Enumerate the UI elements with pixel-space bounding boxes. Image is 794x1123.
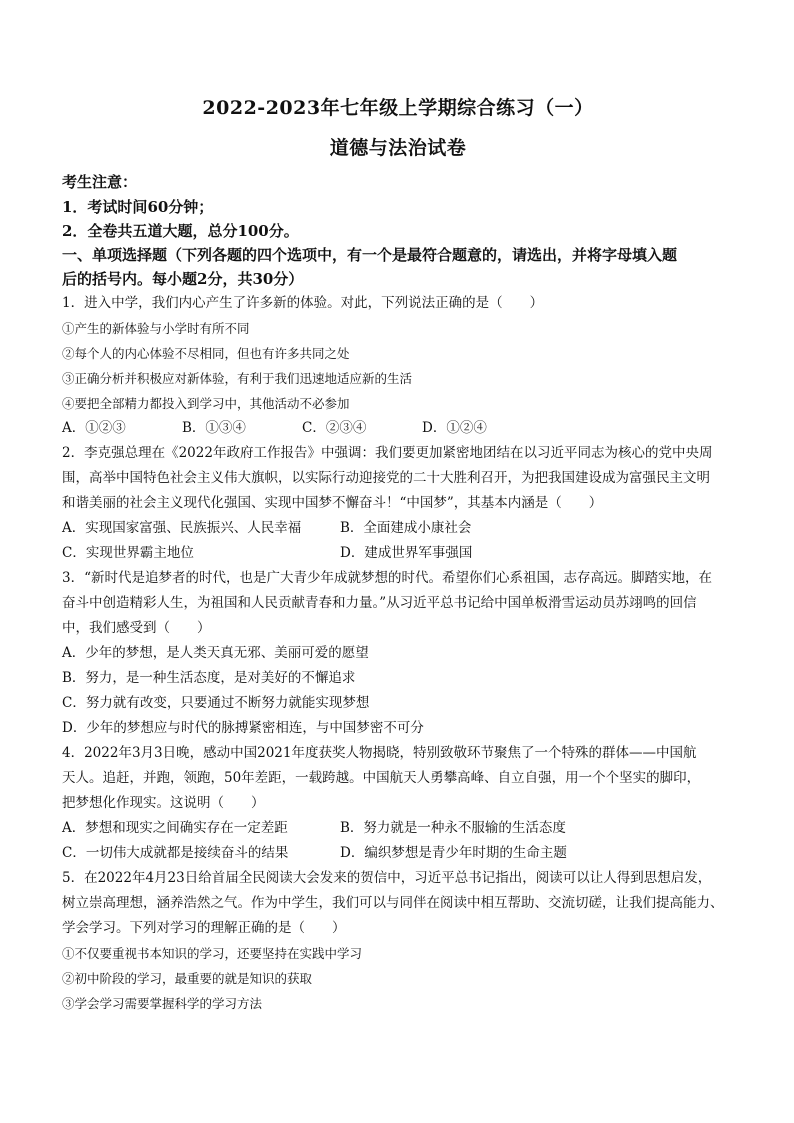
notice-item-1: 1．考试时间60分钟； xyxy=(62,198,214,216)
question-4-option-d: D．编织梦想是青少年时期的生命主题 xyxy=(340,845,567,861)
question-1 xyxy=(62,291,734,441)
question-4 xyxy=(62,741,734,866)
question-4-stem-line-3: 把梦想化作现实。这说明（ ） xyxy=(62,795,265,811)
question-3 xyxy=(62,566,734,741)
question-4-options-row-2 xyxy=(62,841,734,866)
question-4-options-row-1 xyxy=(62,816,734,841)
question-1-option-b: B．①③④ xyxy=(182,420,246,436)
question-3-option-c: C．努力就有改变，只要通过不断努力就能实现梦想 xyxy=(62,695,370,711)
question-4-option-a: A．梦想和现实之间确实存在一定差距 xyxy=(62,820,288,836)
question-1-statement-2: ②每个人的内心体验不尽相同，但也有许多共同之处 xyxy=(62,346,350,361)
question-4-stem-line-2: 天人。追赶，并跑，领跑，50年差距，一载跨越。中国航天人勇攀高峰、自立自强，用一个个坚实的脚印， xyxy=(62,770,701,786)
question-1-statement-4: ④要把全部精力都投入到学习中，其他活动不必参加 xyxy=(62,396,350,411)
question-2-option-a: A．实现国家富强、民族振兴、人民幸福 xyxy=(62,520,302,536)
question-2-stem-line-1: 2．李克强总理在《2022年政府工作报告》中强调：我们要更加紧密地团结在以习近平同志为核心的党中央周 xyxy=(62,445,713,461)
question-1-options xyxy=(62,416,734,441)
question-3-option-a: A．少年的梦想，是人类天真无邪、美丽可爱的愿望 xyxy=(62,645,369,661)
question-2-stem-line-2: 围，高举中国特色社会主义伟大旗帜，以实际行动迎接党的二十大胜利召开，为把我国建设成为富强民主文明 xyxy=(62,470,710,486)
exam-title: 2022-2023年七年级上学期综合练习（一） xyxy=(202,97,594,119)
question-1-statement-3: ③正确分析并积极应对新体验，有利于我们迅速地适应新的生活 xyxy=(62,371,413,386)
section1-heading-line2: 后的括号内。每小题2分，共30分） xyxy=(62,270,304,288)
notice-heading: 考生注意： xyxy=(62,173,138,191)
question-4-option-b: B．努力就是一种永不服输的生活态度 xyxy=(340,820,566,836)
question-2 xyxy=(62,441,734,566)
question-3-stem-line-1: 3．“新时代是追梦者的时代，也是广大青少年成就梦想的时代。希望你们心系祖国，志存高远。脚踏实地，在 xyxy=(62,570,712,586)
exam-subtitle: 道德与法治试卷 xyxy=(329,137,467,159)
question-5-stem-line-1: 5．在2022年4月23日给首届全民阅读大会发来的贺信中，习近平总书记指出，阅读可以让人得到思想启发， xyxy=(62,870,712,886)
question-5-statement-2: ②初中阶段的学习，最重要的就是知识的获取 xyxy=(62,971,313,986)
question-5-stem-line-2: 树立崇高理想，涵养浩然之气。作为中学生，我们可以与同伴在阅读中相互帮助、交流切磋，让我们提高能力、 xyxy=(62,895,724,911)
question-2-option-b: B．全面建成小康社会 xyxy=(340,520,472,536)
question-3-option-b: B．努力，是一种生活态度，是对美好的不懈追求 xyxy=(62,670,356,686)
question-1-option-c: C．②③④ xyxy=(302,420,367,436)
exam-page xyxy=(62,94,734,1016)
question-4-stem-line-1: 4．2022年3月3日晚，感动中国2021年度获奖人物揭晓，特别致敬环节聚焦了一个特殊的群体——中国航 xyxy=(62,745,697,761)
question-1-option-a: A．①②③ xyxy=(62,420,126,436)
question-3-option-d: D．少年的梦想应与时代的脉搏紧密相连，与中国梦密不可分 xyxy=(62,720,424,736)
question-2-options-row-1 xyxy=(62,516,734,541)
question-5-stem-line-3: 学会学习。下列对学习的理解正确的是（ ） xyxy=(62,920,346,936)
question-1-statement-1: ①产生的新体验与小学时有所不同 xyxy=(62,321,250,336)
question-1-stem: 1．进入中学，我们内心产生了许多新的体验。对此，下列说法正确的是（ ） xyxy=(62,295,544,311)
question-2-option-c: C．实现世界霸主地位 xyxy=(62,545,194,561)
question-5-statement-1: ①不仅要重视书本知识的学习，还要坚持在实践中学习 xyxy=(62,946,363,961)
question-2-options-row-2 xyxy=(62,541,734,566)
notice-item-2: 2．全卷共五道大题，总分100分。 xyxy=(62,222,299,240)
question-3-stem-line-3: 中，我们感受到（ ） xyxy=(62,620,211,636)
question-4-option-c: C．一切伟大成就都是接续奋斗的结果 xyxy=(62,845,289,861)
question-5 xyxy=(62,866,734,1016)
question-2-stem-line-3: 和谐美丽的社会主义现代化强国、实现中国梦不懈奋斗！“中国梦”，其基本内涵是（ ） xyxy=(62,495,603,511)
question-5-statement-3: ③学会学习需要掌握科学的学习方法 xyxy=(62,996,263,1011)
question-3-stem-line-2: 奋斗中创造精彩人生，为祖国和人民贡献青春和力量。”从习近平总书记给中国单板滑雪运动员苏翊鸣的回信 xyxy=(62,595,697,611)
question-2-option-d: D．建成世界军事强国 xyxy=(340,545,473,561)
section1-heading-line1: 一、单项选择题（下列各题的四个选项中，有一个是最符合题意的，请选出，并将字母填入题 xyxy=(62,246,678,264)
question-1-option-d: D．①②④ xyxy=(422,420,487,436)
